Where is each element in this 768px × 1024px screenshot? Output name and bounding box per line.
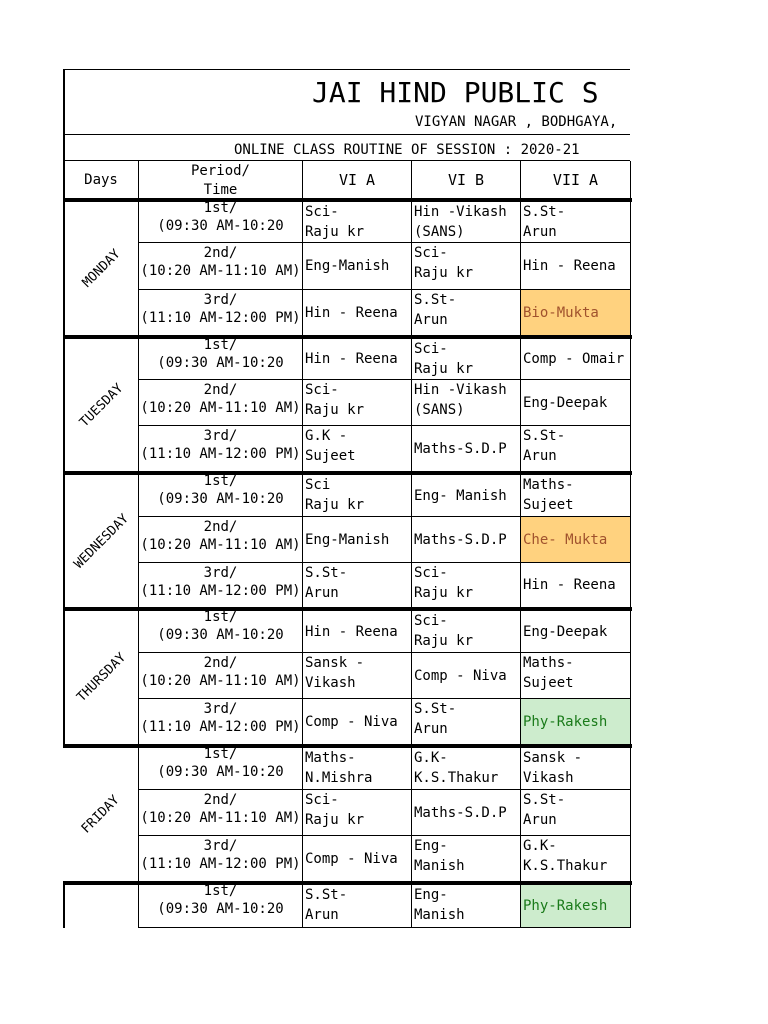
subject-name: G.K- [523,838,557,854]
teacher-name: Arun [523,448,557,464]
subject-name: Hin -Vikash [414,204,507,220]
period-number: 1st/ [203,885,238,899]
subject-name: Maths- [305,750,356,766]
teacher-name: K.S.Thakur [414,770,499,786]
period-number: 2nd/ [203,382,238,398]
teacher-name: Arun [414,721,448,737]
period-cell [139,611,303,653]
period-number: 1st/ [203,339,238,353]
subject-name: Sci- [305,204,339,220]
subject-name: Eng-Deepak [523,623,608,640]
teacher-name: N.Mishra [305,770,373,786]
period-number: 3rd/ [203,838,238,854]
period-cell [139,836,303,882]
period-cell [139,885,303,928]
subject-cell [303,290,412,336]
period-time: (09:30 AM-10:20 [157,491,284,507]
subject-cell [521,790,631,836]
day-cell [63,339,139,472]
period-cell [139,653,303,699]
day-label: TUESDAY [76,380,127,430]
period-time: (11:10 AM-12:00 PM) [140,856,301,872]
subject-name: Phy-Rakesh [523,713,608,730]
subject-cell [412,611,521,653]
header-period [139,161,303,199]
period-cell [139,563,303,608]
subject-name: Hin - Reena [523,577,616,593]
subject-name: Sci- [414,565,448,581]
period-time: (10:20 AM-11:10 AM) [140,537,301,553]
subject-cell [303,563,412,608]
subject-cell [303,885,412,928]
day-cell [63,611,139,745]
subject-cell [521,380,631,426]
subject-cell [412,653,521,699]
subject-name: Eng- [414,838,448,854]
period-number: 2nd/ [203,792,238,808]
subject-cell [521,475,631,517]
school-address: VIGYAN NAGAR , BODHGAYA, [415,114,618,130]
subject-name: Maths-S.D.P [414,440,507,457]
period-time: (09:30 AM-10:20 [157,627,284,643]
period-number: 2nd/ [203,245,238,261]
subject-name: S.St- [523,204,566,220]
period-time: (11:10 AM-12:00 PM) [140,446,301,462]
subject-name: Comp - Niva [414,667,507,684]
period-time: (10:20 AM-11:10 AM) [140,400,301,416]
period-time: (10:20 AM-11:10 AM) [140,673,301,689]
day-label: WEDNESDAY [71,510,132,572]
subject-name: S.St- [305,565,348,581]
subject-cell [521,748,631,790]
subject-cell [521,339,631,380]
subject-cell [412,563,521,608]
subject-cell [303,836,412,882]
day-label: MONDAY [79,246,124,291]
subject-name: Eng- [414,887,448,903]
subject-cell [303,339,412,380]
subject-name: Eng-Manish [305,531,390,548]
period-time: (11:10 AM-12:00 PM) [140,583,301,599]
period-time: (09:30 AM-10:20 [157,355,284,371]
teacher-name: Raju kr [414,585,474,601]
period-cell [139,243,303,290]
teacher-name: Manish [414,907,465,923]
period-number: 1st/ [203,611,238,625]
period-number: 1st/ [203,475,238,489]
subject-name: Maths-S.D.P [414,531,507,548]
subject-name: Comp - Niva [305,850,398,867]
subject-name: Maths- [523,477,574,493]
subject-cell [303,426,412,472]
day-cell [63,885,139,928]
subject-name: Hin - Reena [523,258,616,274]
subject-cell [521,202,631,243]
subject-name: G.K - [305,428,348,444]
subject-name: S.St- [414,292,457,308]
subject-name: Eng-Deepak [523,394,608,411]
teacher-name: Raju kr [414,633,474,649]
day-label: FRIDAY [78,792,123,837]
period-time: (09:30 AM-10:20 [157,901,284,917]
period-cell [139,699,303,745]
header-class: VII A [521,161,631,199]
subject-cell [412,836,521,882]
subject-cell [412,475,521,517]
subject-cell [303,699,412,745]
subject-cell [303,380,412,426]
period-cell [139,339,303,380]
teacher-name: Arun [523,224,557,240]
subject-name: G.K- [414,750,448,766]
subject-name: S.St- [523,428,566,444]
teacher-name: K.S.Thakur [523,858,608,874]
school-title: JAI HIND PUBLIC S [312,76,599,109]
day-label: THURSDAY [74,650,130,706]
day-cell [63,748,139,882]
period-cell [139,202,303,243]
period-time: (09:30 AM-10:20 [157,218,284,234]
subject-cell [303,790,412,836]
subject-cell [412,380,521,426]
subject-name: Che- Mukta [523,531,608,548]
header-days: Days [63,161,139,199]
teacher-name: Sujeet [523,675,574,691]
period-cell [139,475,303,517]
session-title: ONLINE CLASS ROUTINE OF SESSION : 2020-21 [234,142,580,158]
subject-cell [303,653,412,699]
subject-cell [303,748,412,790]
subject-name: Sci- [414,245,448,261]
subject-name: Maths-S.D.P [414,804,507,821]
subject-cell [303,243,412,290]
period-cell [139,380,303,426]
subject-cell [412,748,521,790]
teacher-name: Raju kr [305,812,365,828]
teacher-name: Raju kr [414,361,474,377]
subject-name: S.St- [523,792,566,808]
subject-cell [521,563,631,608]
day-cell [63,202,139,336]
subject-name: Hin -Vikash [414,382,507,398]
period-time: (10:20 AM-11:10 AM) [140,810,301,826]
period-cell [139,290,303,336]
teacher-name: (SANS) [414,402,465,418]
period-number: 1st/ [203,748,238,762]
subject-name: Sci- [414,341,448,357]
teacher-name: (SANS) [414,224,465,240]
teacher-name: Sujeet [523,497,574,513]
subject-cell [412,790,521,836]
subject-cell [412,426,521,472]
subject-name: Comp - Niva [305,713,398,730]
subject-name: S.St- [305,887,348,903]
teacher-name: Raju kr [414,265,474,281]
divider [63,134,630,135]
subject-name: Maths- [523,655,574,671]
period-cell [139,790,303,836]
subject-cell [412,517,521,563]
subject-name: Sci- [414,613,448,629]
subject-name: Bio-Mukta [523,304,599,321]
teacher-name: Arun [305,907,339,923]
subject-name: Hin - Reena [305,623,398,640]
subject-cell [521,611,631,653]
day-cell [63,475,139,608]
teacher-name: Vikash [305,675,356,691]
subject-name: Sansk - [523,750,583,766]
subject-cell [303,475,412,517]
subject-cell [521,243,631,290]
subject-name: Phy-Rakesh [523,898,608,914]
subject-name: Sci- [305,792,339,808]
header-class: VI B [412,161,521,199]
subject-cell [412,202,521,243]
period-cell [139,426,303,472]
subject-cell [412,290,521,336]
subject-cell [521,290,631,336]
subject-cell [303,517,412,563]
subject-cell [303,202,412,243]
period-cell [139,748,303,790]
period-time: (10:20 AM-11:10 AM) [140,263,301,279]
subject-name: S.St- [414,701,457,717]
subject-cell [303,611,412,653]
subject-name: Sci- [305,382,339,398]
subject-cell [521,426,631,472]
teacher-name: Sujeet [305,448,356,464]
period-number: 2nd/ [203,519,238,535]
period-number: 3rd/ [203,428,238,444]
teacher-name: Vikash [523,770,574,786]
header-period-label: Period/ [190,163,250,179]
period-number: 3rd/ [203,565,238,581]
subject-cell [412,339,521,380]
subject-cell [412,699,521,745]
period-time: (11:10 AM-12:00 PM) [140,310,301,326]
subject-cell [521,836,631,882]
teacher-name: Arun [414,312,448,328]
subject-cell [521,517,631,563]
period-number: 1st/ [203,202,238,216]
teacher-name: Raju kr [305,497,365,513]
subject-cell [412,885,521,928]
subject-name: Hin - Reena [305,304,398,321]
period-number: 3rd/ [203,292,238,308]
period-cell [139,517,303,563]
period-time: (11:10 AM-12:00 PM) [140,719,301,735]
subject-cell [412,243,521,290]
subject-cell [521,699,631,745]
subject-name: Eng-Manish [305,258,390,274]
subject-name: Comp - Omair [523,351,625,367]
period-number: 3rd/ [203,701,238,717]
header-class: VI A [303,161,412,199]
sheet-top-border [63,69,630,70]
subject-name: Sci [305,477,331,493]
teacher-name: Raju kr [305,224,365,240]
subject-name: Sansk - [305,655,365,671]
teacher-name: Arun [305,585,339,601]
teacher-name: Manish [414,858,465,874]
teacher-name: Raju kr [305,402,365,418]
period-time: (09:30 AM-10:20 [157,764,284,780]
subject-cell [521,885,631,928]
teacher-name: Arun [523,812,557,828]
header-time-label: Time [203,182,238,198]
subject-name: Eng- Manish [414,487,507,504]
subject-name: Hin - Reena [305,351,398,367]
subject-cell [521,653,631,699]
period-number: 2nd/ [203,655,238,671]
